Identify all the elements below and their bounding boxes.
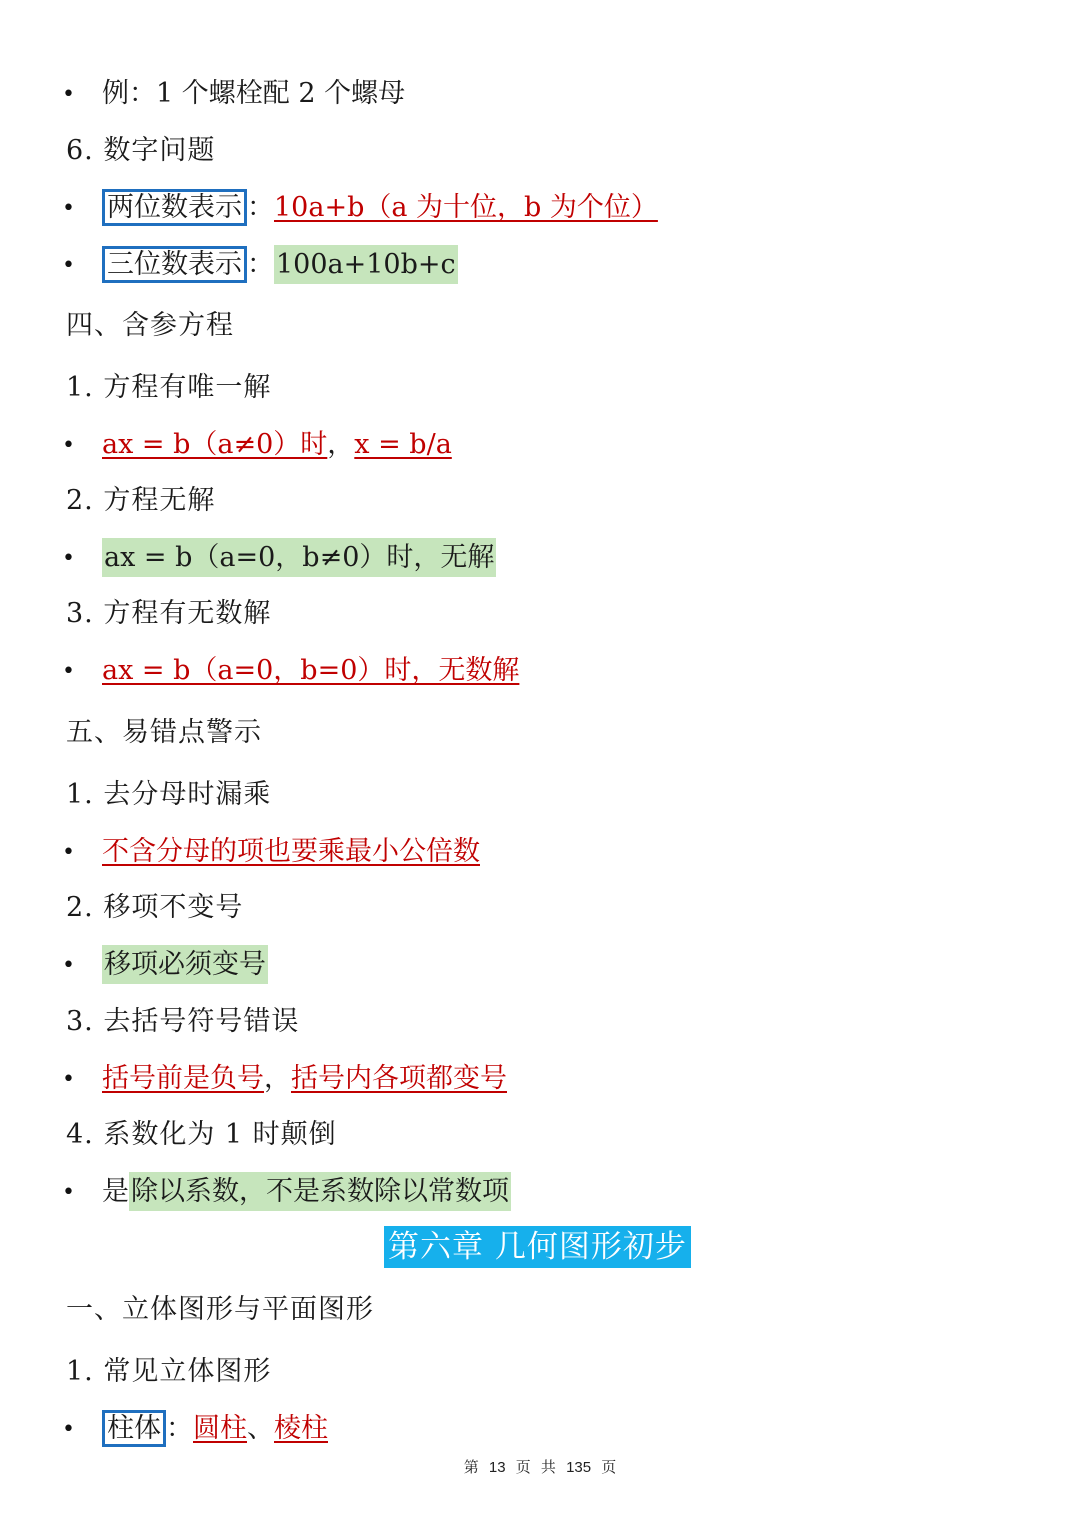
tip-part-a: 括号前是负号 <box>102 1063 264 1094</box>
bullet: • <box>62 252 75 278</box>
bullet: • <box>62 545 75 571</box>
infinite-solutions-rule <box>62 651 1040 692</box>
sign-change-tip <box>62 945 1040 986</box>
bullet: • <box>62 952 75 978</box>
bullet: • <box>62 432 75 458</box>
page-footer: 第 13 页 共 135 页 <box>463 1459 617 1476</box>
separator: ： <box>247 249 274 280</box>
coefficient-tip <box>62 1172 1040 1213</box>
bullet: • <box>62 1179 75 1205</box>
formula: 100a+10b+c <box>274 245 458 284</box>
tip-plain: 是 <box>102 1176 129 1207</box>
boxed-term: 柱体 <box>102 1410 166 1447</box>
separator: ， <box>327 429 355 460</box>
tip-highlight: 除以系数，不是系数除以常数项 <box>129 1172 511 1211</box>
separator: 、 <box>247 1413 274 1444</box>
separator: ： <box>247 192 274 223</box>
missed-multiplication-tip <box>62 832 1040 873</box>
rule-text: ax = b（a=0，b=0）时，无数解 <box>102 655 520 686</box>
bracket-sign-tip <box>62 1059 1040 1100</box>
no-solution-rule <box>62 538 1040 579</box>
separator: ： <box>166 1413 193 1444</box>
subheading-infinite-solutions: 3. 方程有无数解 <box>66 598 272 629</box>
subheading-missed-multiplication: 1. 去分母时漏乘 <box>66 779 272 810</box>
solution: x = b/a <box>354 429 452 460</box>
text: 例：1 个螺栓配 2 个螺母 <box>102 78 406 109</box>
example-bolt-nut <box>62 74 1040 115</box>
subheading-bracket-sign: 3. 去括号符号错误 <box>66 1006 300 1037</box>
section-heading-solid-plane-figures: 一、立体图形与平面图形 <box>66 1294 374 1325</box>
section-heading-parametric-equations: 四、含参方程 <box>66 310 234 341</box>
rule-text: ax = b（a=0，b≠0）时，无解 <box>102 538 496 577</box>
bullet: • <box>62 839 75 865</box>
subheading-sign-change: 2. 移项不变号 <box>66 892 244 923</box>
section-heading-common-mistakes: 五、易错点警示 <box>66 717 262 748</box>
cylinder-term: 圆柱 <box>193 1413 247 1444</box>
bullet: • <box>62 1416 75 1442</box>
tip-text: 移项必须变号 <box>102 945 268 984</box>
unique-solution-rule <box>62 425 1040 466</box>
subheading-no-solution: 2. 方程无解 <box>66 485 216 516</box>
tip-text: 不含分母的项也要乘最小公倍数 <box>102 836 480 867</box>
subheading-coefficient-inverted: 4. 系数化为 1 时颠倒 <box>66 1119 337 1150</box>
bullet: • <box>62 195 75 221</box>
bullet: • <box>62 81 75 107</box>
chapter-title: 第六章 几何图形初步 <box>384 1226 691 1268</box>
subheading-common-solids: 1. 常见立体图形 <box>66 1356 272 1387</box>
bullet: • <box>62 658 75 684</box>
three-digit-representation <box>62 245 1040 286</box>
formula: 10a+b（a 为十位，b 为个位） <box>274 192 658 223</box>
boxed-term: 两位数表示 <box>102 189 247 226</box>
bullet: • <box>62 1066 75 1092</box>
boxed-term: 三位数表示 <box>102 246 247 283</box>
tip-part-b: 括号内各项都变号 <box>291 1063 507 1094</box>
two-digit-representation <box>62 188 1040 229</box>
subheading-number-problems: 6. 数字问题 <box>66 135 216 166</box>
separator: ， <box>264 1063 291 1094</box>
subheading-unique-solution: 1. 方程有唯一解 <box>66 372 272 403</box>
prism-cylinder-item <box>62 1409 1040 1450</box>
condition: ax = b（a≠0）时 <box>102 429 328 460</box>
prism-term: 棱柱 <box>274 1413 328 1444</box>
